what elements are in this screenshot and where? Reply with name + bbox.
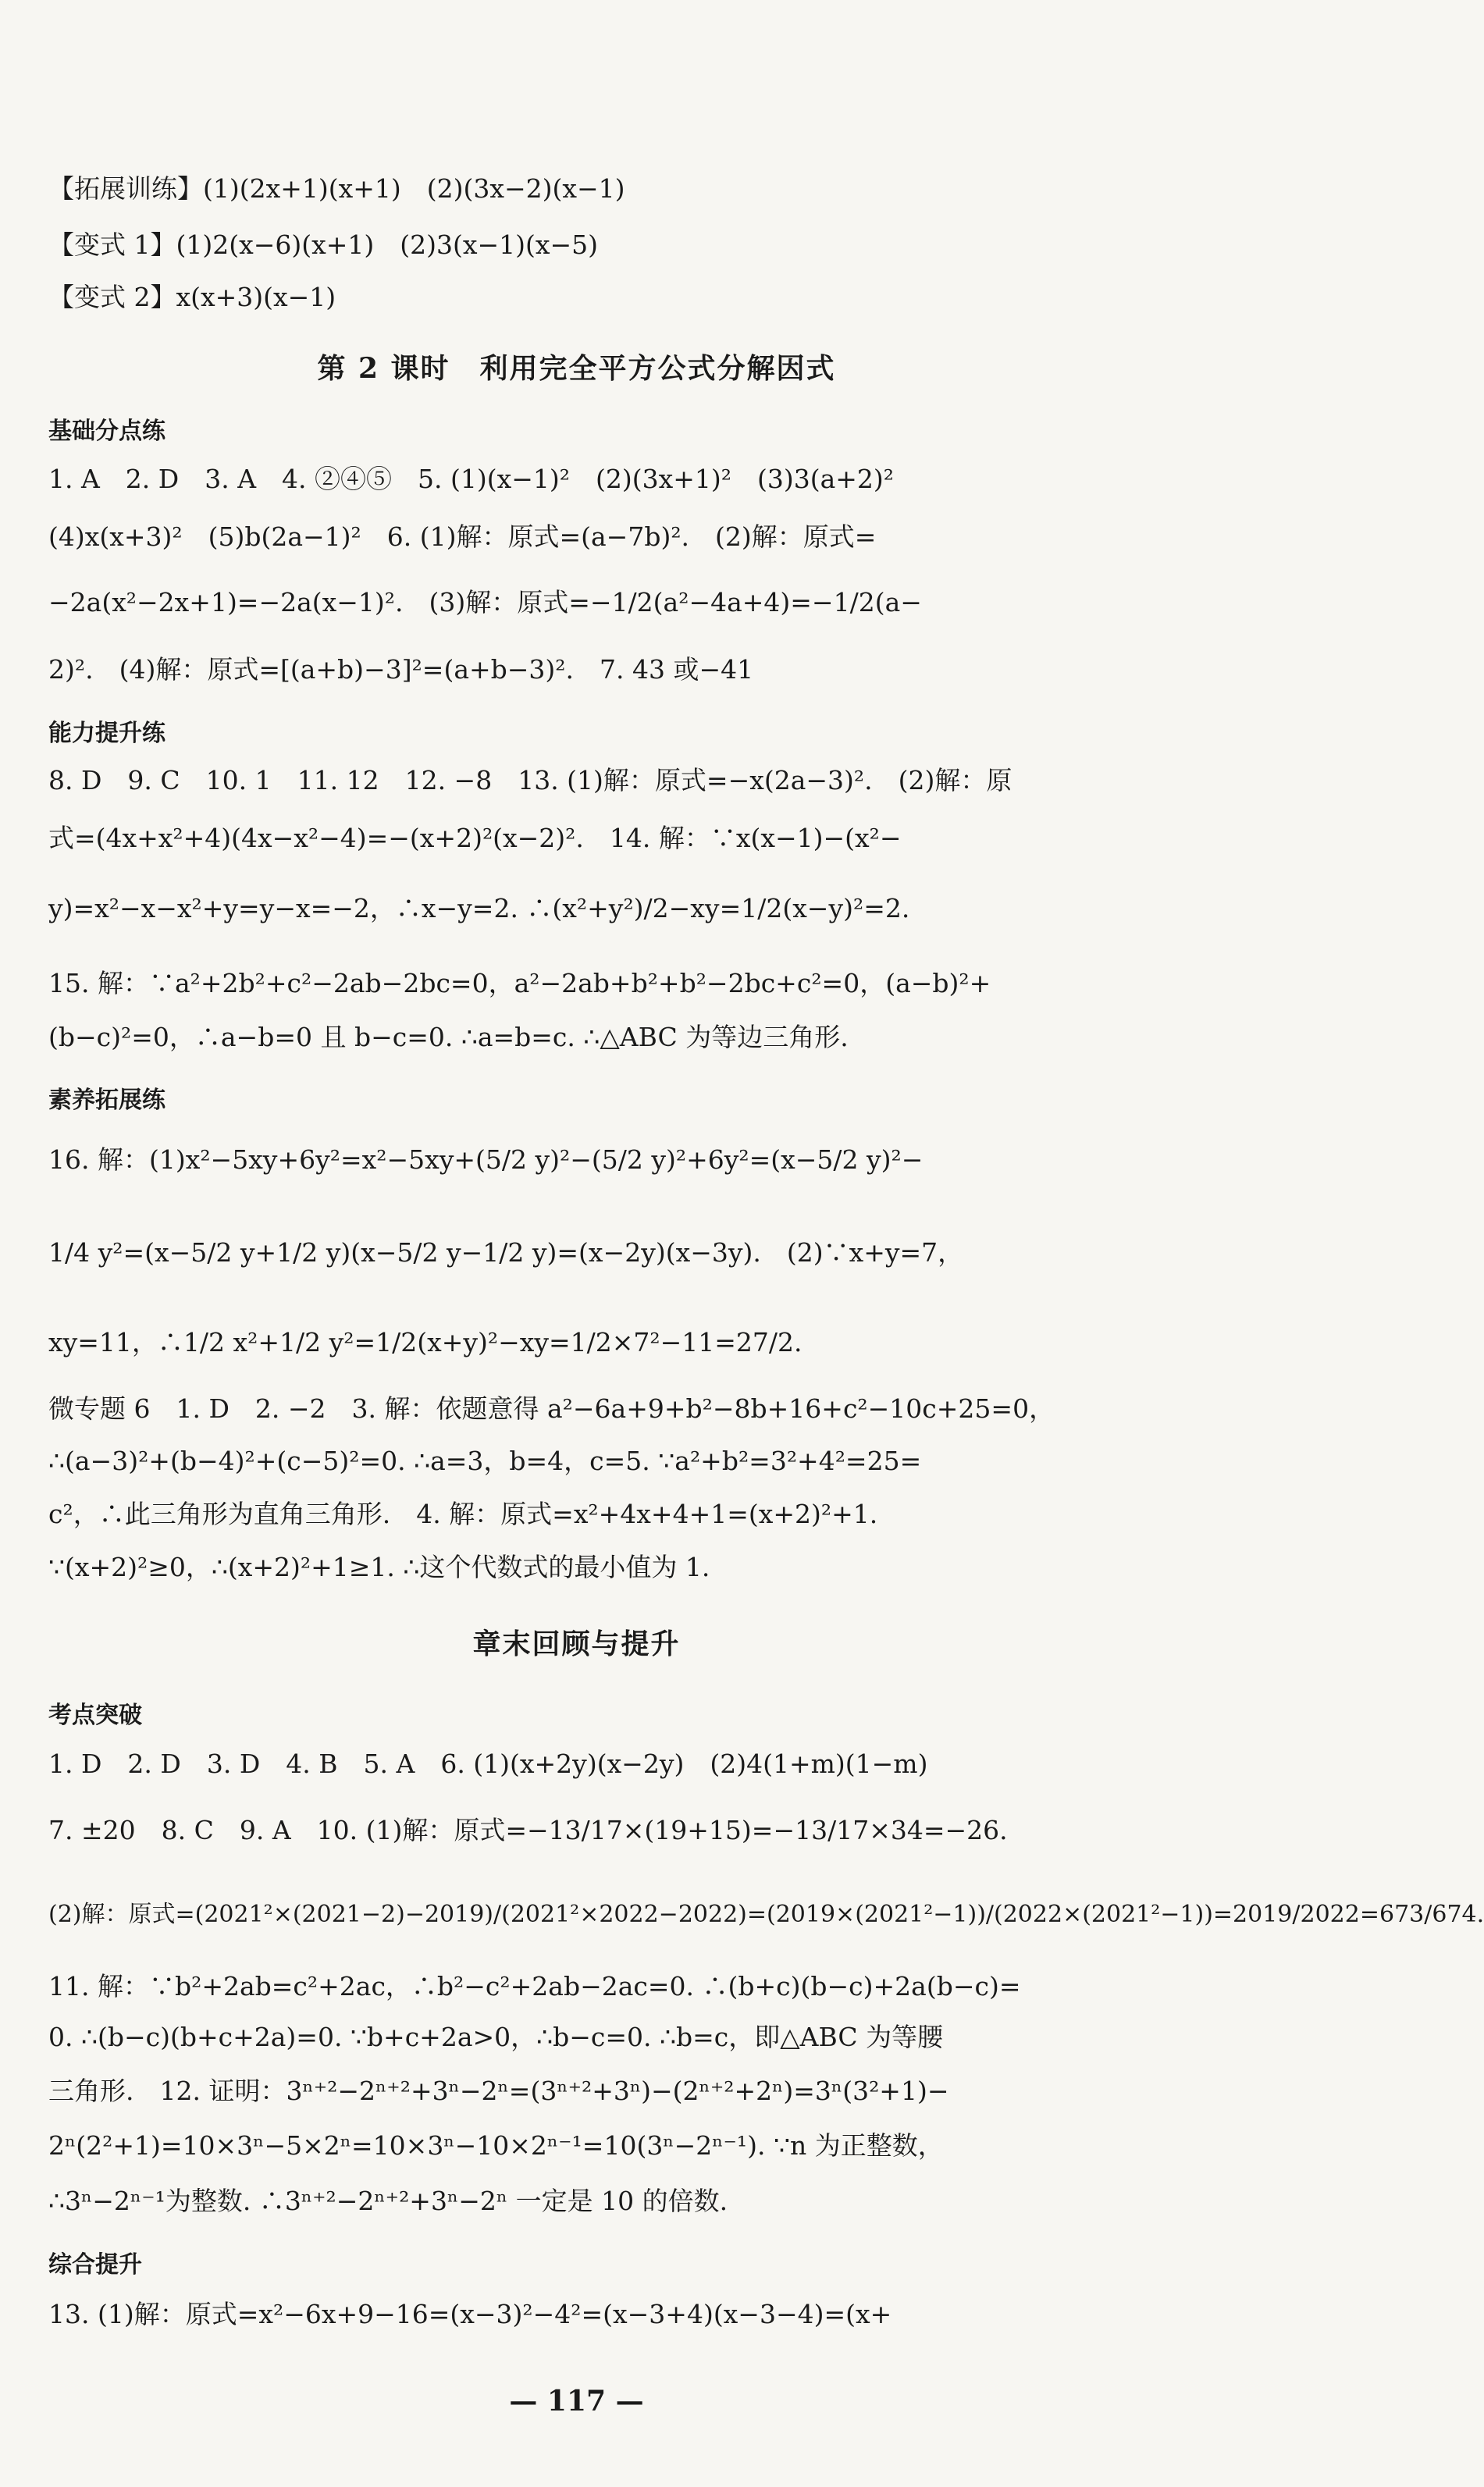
text-line: 式=(4x+x²+4)(4x−x²−4)=−(x+2)²(x−2)². 14. 解：∵x(x−1)−(x²− [48,823,902,853]
section-heading: 素养拓展练 [48,1087,165,1114]
text-line: ∴(a−3)²+(b−4)²+(c−5)²=0. ∴a=3，b=4，c=5. ∵a²+b²=3²+4²=25= [48,1446,922,1476]
text-line: ∵(x+2)²≥0，∴(x+2)²+1≥1. ∴这个代数式的最小值为 1. [48,1552,710,1582]
section-heading: 能力提升练 [48,720,165,747]
text-line: xy=11，∴1/2 x²+1/2 y²=1/2(x+y)²−xy=1/2×7²−11=27/2. [48,1327,802,1357]
text-line: 1/4 y²=(x−5/2 y+1/2 y)(x−5/2 y−1/2 y)=(x−2y)(x−3y). (2)∵x+y=7， [48,1237,964,1268]
text-line: (b−c)²=0，∴a−b=0 且 b−c=0. ∴a=b=c. ∴△ABC 为等边三角形. [48,1022,849,1052]
text-line: c²，∴此三角形为直角三角形. 4. 解：原式=x²+4x+4+1=(x+2)²+1. [48,1499,878,1529]
text-line: 【拓展训练】(1)(2x+1)(x+1) (2)(3x−2)(x−1) [48,173,625,204]
text-line: 13. (1)解：原式=x²−6x+9−16=(x−3)²−4²=(x−3+4)(x−3−4)=(x+ [48,2299,892,2329]
text-line: 微专题 6 1. D 2. −2 3. 解：依题意得 a²−6a+9+b²−8b+16+c²−10c+25=0， [48,1393,1055,1424]
text-line: 1. A 2. D 3. A 4. ②④⑤ 5. (1)(x−1)² (2)(3x+1)² (3)3(a+2)² [48,464,894,494]
section-heading: 综合提升 [48,2251,142,2279]
text-line: 2)². (4)解：原式=[(a+b)−3]²=(a+b−3)². 7. 43 或−41 [48,654,754,685]
text-line: 11. 解：∵b²+2ab=c²+2ac，∴b²−c²+2ab−2ac=0. ∴(b+c)(b−c)+2a(b−c)= [48,1971,1021,2001]
text-line: 2ⁿ(2²+1)=10×3ⁿ−5×2ⁿ=10×3ⁿ−10×2ⁿ⁻¹=10(3ⁿ−2ⁿ⁻¹). ∵n 为正整数， [48,2130,944,2161]
text-line: 1. D 2. D 3. D 4. B 5. A 6. (1)(x+2y)(x−2y) (2)4(1+m)(1−m) [48,1749,928,1779]
text-line: (2)解：原式=(2021²×(2021−2)−2019)/(2021²×2022−2022)=(2019×(2021²−1))/(2022×(2021²−1))=2019/2022=673/674. [48,1901,1484,1928]
text-line: 【变式 1】(1)2(x−6)(x+1) (2)3(x−1)(x−5) [48,229,598,260]
chapter-title: 章末回顾与提升 [472,1628,681,1660]
text-line: −2a(x²−2x+1)=−2a(x−1)². (3)解：原式=−1/2(a²−4a+4)=−1/2(a− [48,587,922,617]
text-line: (4)x(x+3)² (5)b(2a−1)² 6. (1)解：原式=(a−7b)². (2)解：原式= [48,521,877,552]
section-heading: 基础分点练 [48,418,165,445]
page-number: — 117 — [509,2385,644,2418]
text-line: 7. ±20 8. C 9. A 10. (1)解：原式=−13/17×(19+15)=−13/17×34=−26. [48,1815,1008,1845]
lesson-title: 第 2 课时 利用完全平方公式分解因式 [317,352,836,385]
text-line: 三角形. 12. 证明：3ⁿ⁺²−2ⁿ⁺²+3ⁿ−2ⁿ=(3ⁿ⁺²+3ⁿ)−(2ⁿ⁺²+2ⁿ)=3ⁿ(3²+1)− [48,2076,949,2106]
text-line: 【变式 2】x(x+3)(x−1) [48,282,336,312]
text-line: 0. ∴(b−c)(b+c+2a)=0. ∵b+c+2a>0，∴b−c=0. ∴b=c，即△ABC 为等腰 [48,2022,944,2052]
text-line: 16. 解：(1)x²−5xy+6y²=x²−5xy+(5/2 y)²−(5/2 y)²+6y²=(x−5/2 y)²− [48,1144,923,1175]
section-heading: 考点突破 [48,1702,142,1729]
text-line: ∴3ⁿ−2ⁿ⁻¹为整数. ∴3ⁿ⁺²−2ⁿ⁺²+3ⁿ−2ⁿ 一定是 10 的倍数. [48,2186,728,2216]
text-line: 8. D 9. C 10. 1 11. 12 12. −8 13. (1)解：原式=−x(2a−3)². (2)解：原 [48,765,1012,795]
text-line: y)=x²−x−x²+y=y−x=−2，∴x−y=2. ∴(x²+y²)/2−xy=1/2(x−y)²=2. [48,893,910,923]
text-line: 15. 解：∵a²+2b²+c²−2ab−2bc=0，a²−2ab+b²+b²−2bc+c²=0，(a−b)²+ [48,968,991,998]
